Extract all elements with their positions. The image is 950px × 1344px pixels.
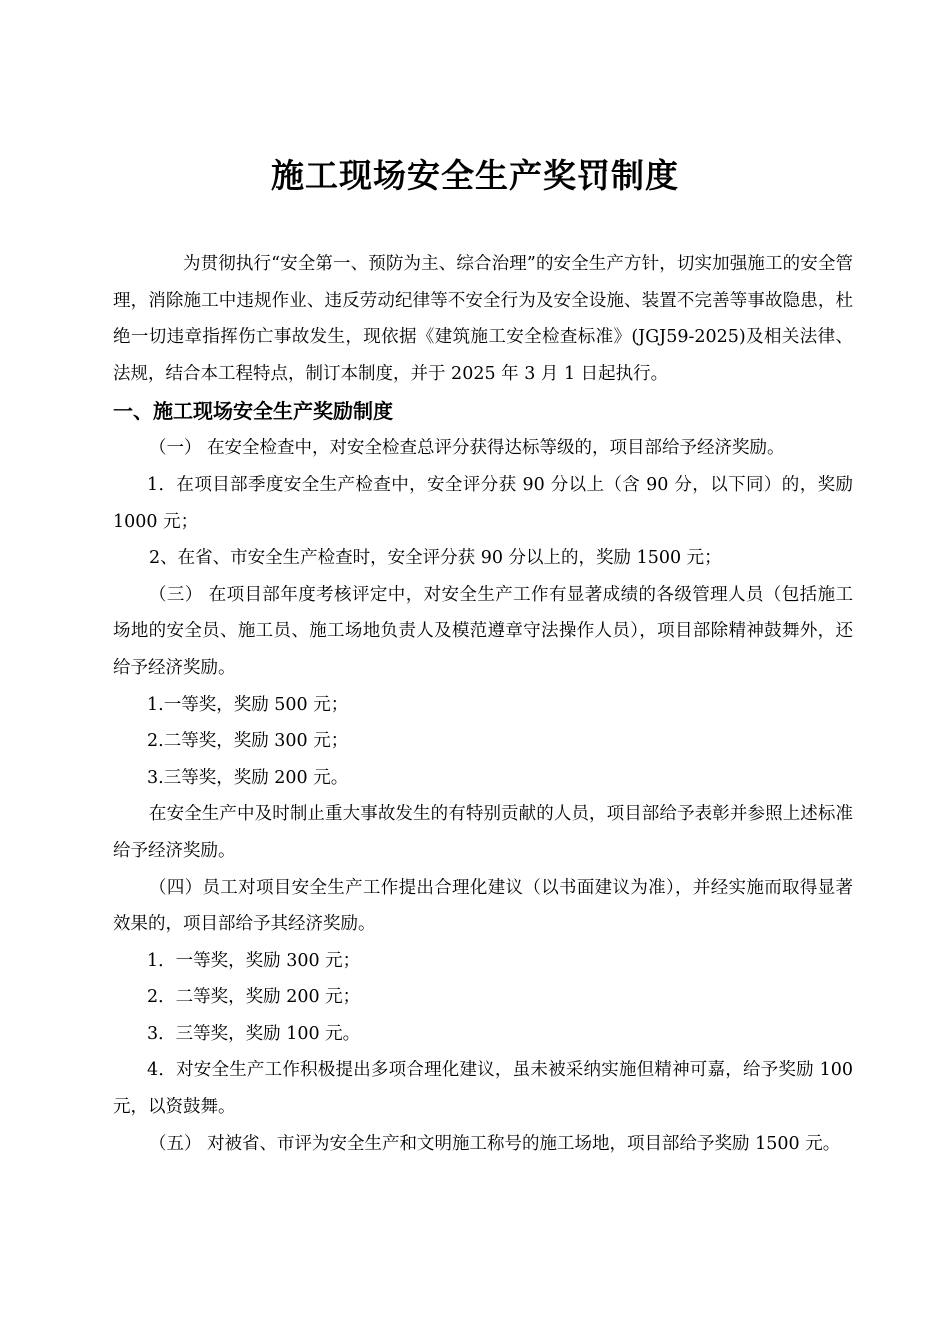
document-title: 施工现场安全生产奖罚制度 — [271, 156, 679, 195]
paragraph: （五） 对被省、市评为安全生产和文明施工称号的施工场地，项目部给予奖励 1500 元。 — [149, 1133, 841, 1154]
paragraph: （三） 在项目部年度考核评定中，对安全生产工作有显著成绩的各级管理人员（包括施工场地的安全员、施工员、施工场地负责人及模范遵章守法操作人员），项目部除精神鼓舞外，还给予经济奖励。 — [113, 584, 853, 678]
paragraph: 2．二等奖，奖励 200 元； — [147, 987, 361, 1008]
paragraph: 3．三等奖，奖励 100 元。 — [147, 1023, 361, 1044]
paragraph: （一） 在安全检查中，对安全检查总评分获得达标等级的，项目部给予经济奖励。 — [149, 438, 785, 459]
paragraph: 1．一等奖，奖励 300 元； — [147, 950, 361, 971]
paragraph: 3.三等奖，奖励 200 元。 — [147, 767, 349, 788]
paragraph: 4．对安全生产工作积极提出多项合理化建议，虽未被采纳实施但精神可嘉，给予奖励 100 元，以资鼓舞。 — [113, 1060, 853, 1118]
section-heading: 一、施工现场安全生产奖励制度 — [113, 399, 393, 424]
intro-paragraph: 为贯彻执行“安全第一、预防为主、综合治理”的安全生产方针，切实加强施工的安全管理，消除施工中违规作业、违反劳动纪律等不安全行为及安全设施、装置不完善等事故隐患，杜绝一切违章指挥伤亡事故发生，现依据《建筑施工安全检查标准》(JGJ59-2025)及相关法律、法规，结合本工程特点，制订本制度，并于 2025 年 3 月 1 日起执行。 — [113, 254, 853, 384]
paragraph: 1.一等奖，奖励 500 元； — [147, 694, 349, 715]
paragraph: 在安全生产中及时制止重大事故发生的有特别贡献的人员，项目部给予表彰并参照上述标准给予经济奖励。 — [113, 804, 853, 861]
document-body — [113, 246, 853, 1162]
paragraph: 2.二等奖，奖励 300 元； — [147, 731, 349, 752]
paragraph: （四）员工对项目安全生产工作提出合理化建议（以书面建议为准），并经实施而取得显著效果的，项目部给予其经济奖励。 — [113, 877, 853, 935]
paragraph: 1．在项目部季度安全生产检查中，安全评分获 90 分以上（含 90 分，以下同）的，奖励 1000 元； — [113, 474, 853, 532]
paragraph: 2、在省、市安全生产检查时，安全评分获 90 分以上的，奖励 1500 元； — [149, 548, 722, 569]
